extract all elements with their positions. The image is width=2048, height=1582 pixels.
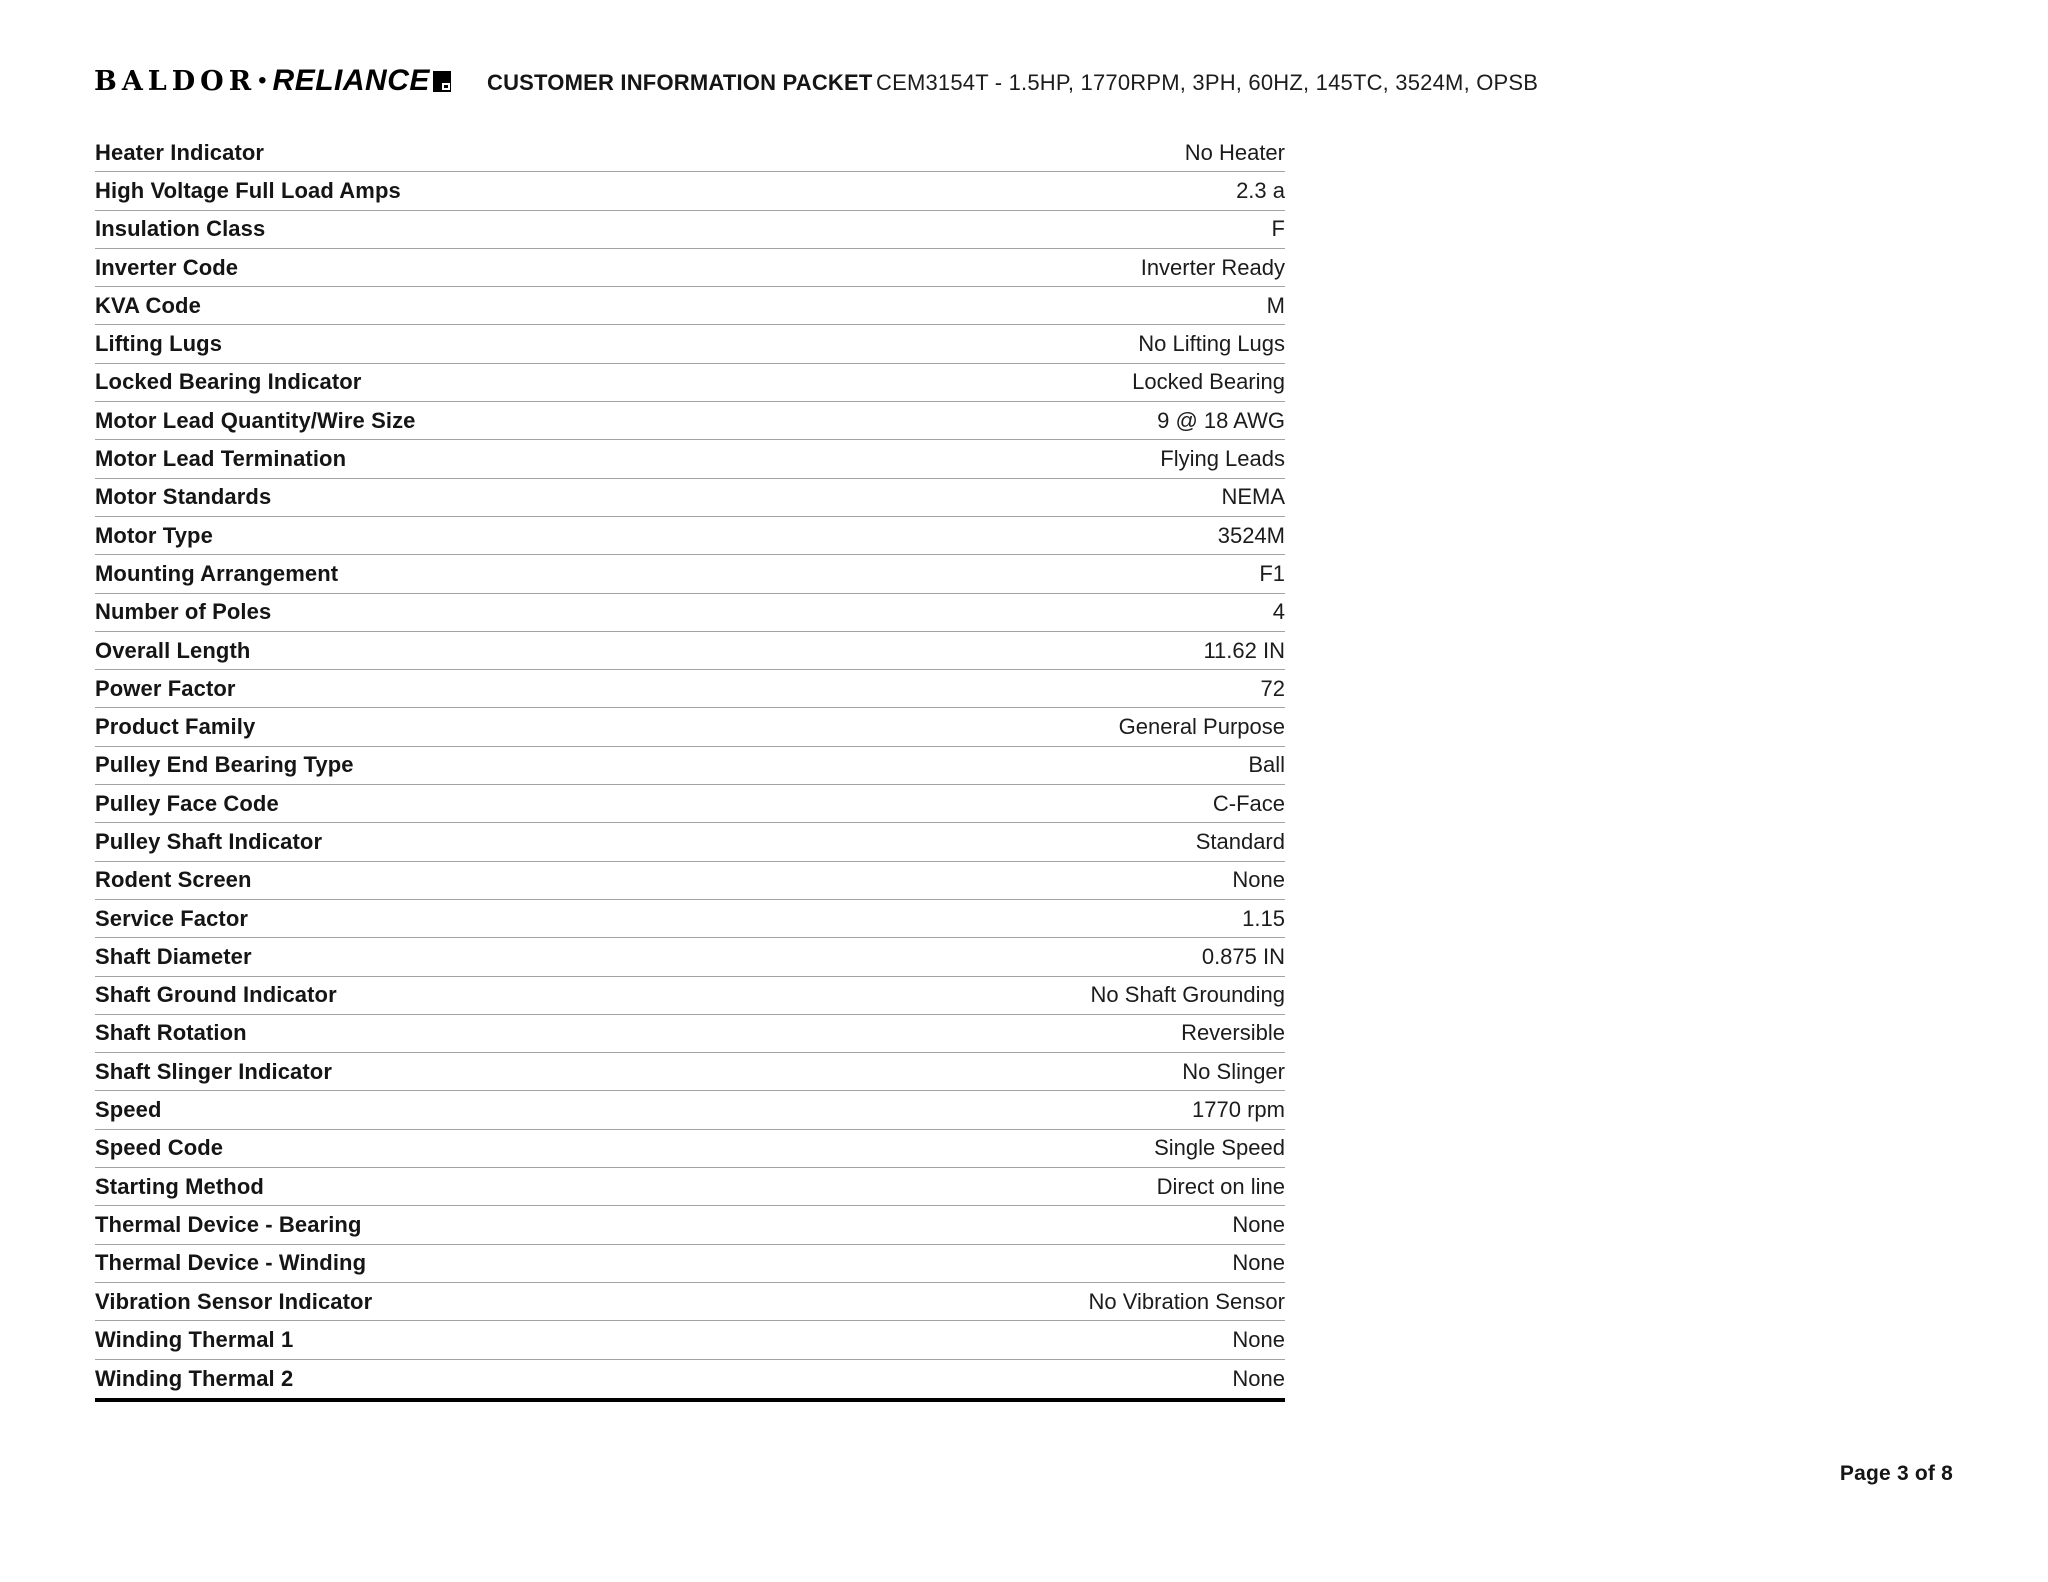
spec-label: High Voltage Full Load Amps (95, 177, 401, 203)
spec-value: Ball (1248, 752, 1285, 778)
spec-value: None (1232, 1211, 1285, 1237)
logo-reliance-text: RELIANCE (272, 64, 430, 97)
table-row (95, 402, 1285, 440)
spec-label: KVA Code (95, 292, 201, 318)
spec-label: Speed Code (95, 1135, 224, 1161)
table-row (95, 785, 1285, 823)
spec-label: Motor Lead Quantity/Wire Size (95, 407, 416, 433)
spec-value: No Shaft Grounding (1090, 982, 1285, 1008)
spec-label: Motor Type (95, 522, 213, 548)
table-row (95, 1168, 1285, 1206)
spec-value: Flying Leads (1160, 446, 1285, 472)
spec-value: 3524M (1217, 522, 1285, 548)
spec-value: F (1271, 216, 1285, 242)
spec-label: Service Factor (95, 905, 249, 931)
spec-label: Product Family (95, 714, 256, 740)
table-row (95, 249, 1285, 287)
spec-label: Vibration Sensor Indicator (95, 1288, 373, 1314)
spec-label: Lifting Lugs (95, 331, 223, 357)
table-row (95, 670, 1285, 708)
table-row (95, 977, 1285, 1015)
spec-value: None (1232, 1365, 1285, 1391)
spec-label: Power Factor (95, 675, 236, 701)
spec-label: Number of Poles (95, 599, 272, 625)
spec-value: Reversible (1181, 1020, 1285, 1046)
spec-value: Inverter Ready (1140, 254, 1285, 280)
table-row (95, 517, 1285, 555)
spec-label: Speed (95, 1097, 162, 1123)
baldor-reliance-logo (94, 64, 451, 98)
spec-value: Standard (1195, 828, 1285, 854)
spec-label: Thermal Device - Bearing (95, 1211, 362, 1237)
table-row (95, 632, 1285, 670)
spec-label: Mounting Arrangement (95, 560, 339, 586)
table-row (95, 594, 1285, 632)
spec-value: None (1232, 1326, 1285, 1352)
spec-value: M (1266, 292, 1285, 318)
table-row (95, 1245, 1285, 1283)
table-row (95, 440, 1285, 478)
spec-value: NEMA (1221, 484, 1285, 510)
table-row (95, 325, 1285, 363)
spec-label: Winding Thermal 2 (95, 1365, 294, 1391)
table-row (95, 862, 1285, 900)
table-row (95, 1091, 1285, 1129)
spec-value: 9 @ 18 AWG (1157, 407, 1285, 433)
spec-value: No Slinger (1182, 1058, 1285, 1084)
spec-value: No Vibration Sensor (1088, 1288, 1285, 1314)
spec-label: Pulley End Bearing Type (95, 752, 354, 778)
table-row (95, 287, 1285, 325)
table-row (95, 134, 1285, 172)
spec-label: Overall Length (95, 637, 251, 663)
spec-label: Shaft Rotation (95, 1020, 247, 1046)
spec-label: Winding Thermal 1 (95, 1326, 294, 1352)
spec-value: No Lifting Lugs (1138, 331, 1285, 357)
spec-label: Rodent Screen (95, 867, 252, 893)
table-row (95, 900, 1285, 938)
spec-value: No Heater (1184, 139, 1285, 165)
spec-value: Direct on line (1156, 1173, 1285, 1199)
table-row (95, 1206, 1285, 1244)
table-row (95, 823, 1285, 861)
table-row (95, 1283, 1285, 1321)
table-row (95, 172, 1285, 210)
spec-label: Heater Indicator (95, 139, 265, 165)
spec-value: None (1232, 1250, 1285, 1276)
spec-value: 1.15 (1242, 905, 1285, 931)
spec-label: Shaft Diameter (95, 943, 252, 969)
model-spec-line: CEM3154T - 1.5HP, 1770RPM, 3PH, 60HZ, 145TC, 3524M, OPSB (876, 70, 1539, 95)
spec-value: 0.875 IN (1201, 943, 1285, 969)
table-row (95, 938, 1285, 976)
table-row (95, 747, 1285, 785)
spec-value: Locked Bearing (1132, 369, 1285, 395)
spec-label: Shaft Ground Indicator (95, 982, 337, 1008)
spec-value: Single Speed (1154, 1135, 1285, 1161)
spec-value: General Purpose (1118, 714, 1285, 740)
spec-label: Inverter Code (95, 254, 239, 280)
logo-square-mark-icon (433, 71, 451, 92)
logo-baldor-text: BALDOR (94, 65, 257, 97)
spec-value: 11.62 IN (1203, 637, 1285, 663)
table-row (95, 1053, 1285, 1091)
table-row (95, 708, 1285, 746)
spec-label: Motor Lead Termination (95, 446, 347, 472)
table-row (95, 479, 1285, 517)
table-row (95, 1321, 1285, 1359)
logo-dot-separator: • (258, 67, 267, 94)
spec-value: 1770 rpm (1192, 1097, 1285, 1123)
spec-label: Locked Bearing Indicator (95, 369, 362, 395)
table-row (95, 1130, 1285, 1168)
table-row (95, 555, 1285, 593)
spec-value: None (1232, 867, 1285, 893)
table-row (95, 364, 1285, 402)
table-row (95, 1360, 1285, 1398)
spec-value: C-Face (1212, 790, 1285, 816)
table-row (95, 1015, 1285, 1053)
spec-label: Insulation Class (95, 216, 266, 242)
spec-label: Thermal Device - Winding (95, 1250, 367, 1276)
spec-table (95, 134, 1285, 1402)
spec-value: F1 (1259, 560, 1285, 586)
spec-label: Pulley Face Code (95, 790, 279, 816)
spec-label: Pulley Shaft Indicator (95, 828, 323, 854)
spec-value: 2.3 a (1236, 177, 1285, 203)
page-header (0, 58, 2048, 104)
packet-title: CUSTOMER INFORMATION PACKET (487, 70, 873, 95)
spec-label: Starting Method (95, 1173, 264, 1199)
page-number: Page 3 of 8 (1839, 1462, 1953, 1485)
spec-value: 72 (1260, 675, 1285, 701)
spec-value: 4 (1272, 599, 1285, 625)
table-row (95, 211, 1285, 249)
spec-label: Shaft Slinger Indicator (95, 1058, 332, 1084)
spec-label: Motor Standards (95, 484, 272, 510)
